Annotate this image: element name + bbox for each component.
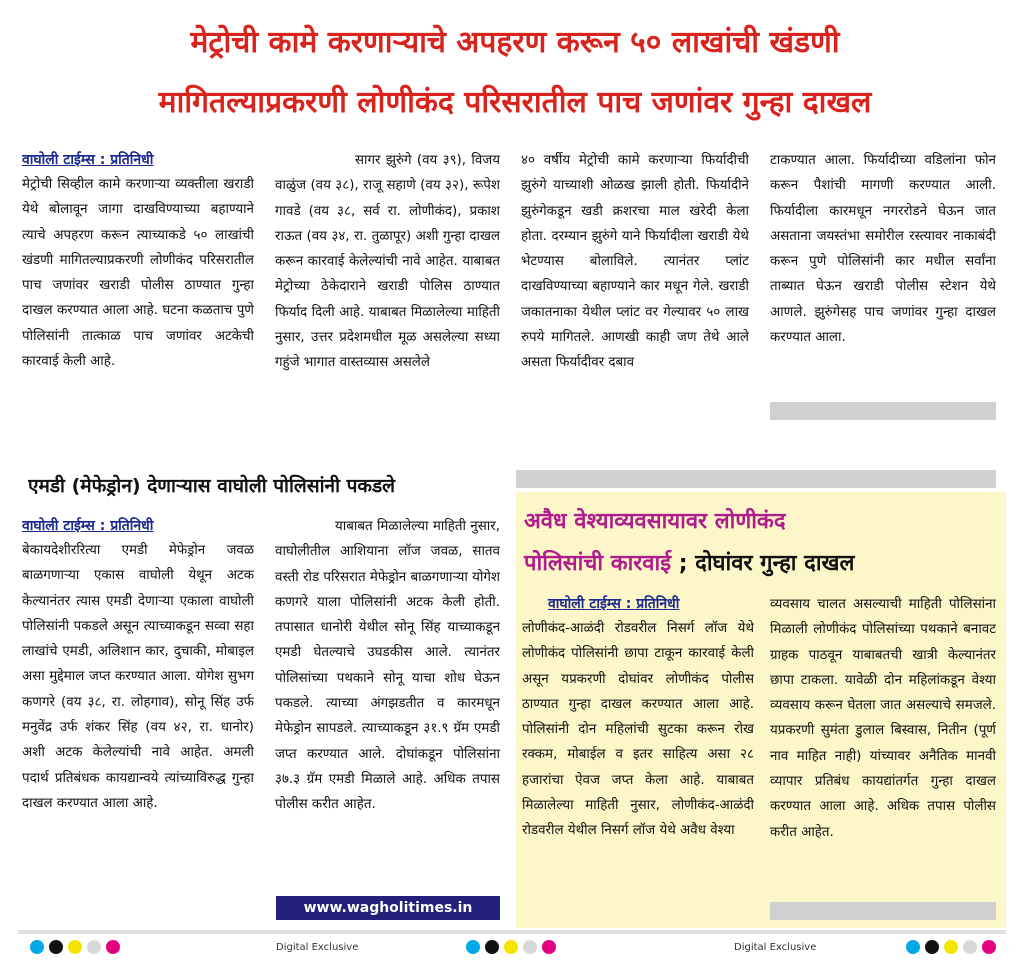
- website-banner[interactable]: www.wagholitimes.in: [276, 896, 500, 920]
- story3-box: [516, 492, 1006, 928]
- story2-col1-text: बेकायदेशीररित्या एमडी मेफेड्रोन जवळ बाळगणाऱ्या एकास वाघोली येथून अटक केल्यानंतर त्यास एमडी देणाऱ्या एकाला वाघोली पोलिसांनी पकडले असून त्याच्याकडून सव्वा सहा लाखांचे एमडी, अलिशान कार, दुचाकी, मोबाइल असा मुद्देमाल जप्त करण्यात आला. योगेश सुभग कणगरे (वय ३८, रा. लोहगाव), सोनू सिंह उर्फ मनुवेंद्र उर्फ शंकर सिंह (वय ४२, रा. धानोर) अशी अटक केलेल्यांची नावे आहेत. अमली पदार्थ प्रतिबंधक कायद्यान्वये त्यांच्याविरुद्ध गुन्हा दाखल करण्यात आला आहे.: [22, 543, 254, 811]
- black-dot: [485, 940, 499, 954]
- color-registration-right: [906, 940, 996, 954]
- story1-column-1: [22, 148, 254, 430]
- story1-end-bar: [770, 402, 996, 420]
- story2-header-bar: [516, 470, 996, 488]
- story1-col3-text: ४० वर्षीय मेट्रोची कामे करणाऱ्या फिर्यादीची झुरुंगे याच्याशी ओळख झाली होती. फिर्यादीने झुरुंगेकडून खडी क्रशरचा माल खरेदी केला होता. दरम्यान झुरुंगे याने फिर्यादीला खराडी येथे भेटण्यास बोलाविले. त्यानंतर प्लांट दाखविण्याच्या बहाण्याने कार मधून गेले. खराडी जकातनाका येथील प्लांट वर गेल्यावर ५० लाख रुपये मागितले. आणखी काही जण तेथे आले असता फिर्यादीवर दबाव: [521, 153, 749, 371]
- footer-label-center: Digital Exclusive: [276, 942, 359, 953]
- footer-rule: [18, 930, 1006, 934]
- black-dot: [925, 940, 939, 954]
- story3-byline: वाघोली टाईम्स : प्रतिनिधी: [548, 596, 680, 612]
- magenta-dot: [982, 940, 996, 954]
- story3-headline-line2: [524, 544, 854, 584]
- yellow-dot: [504, 940, 518, 954]
- story3-headline-part2: पोलिसांची कारवाई: [524, 551, 672, 576]
- cyan-dot: [906, 940, 920, 954]
- story2-byline: वाघोली टाईम्स : प्रतिनिधी: [22, 518, 154, 534]
- main-headline-line2: मागितल्याप्रकरणी लोणीकंद परिसरातील पाच जणांवर गुन्हा दाखल: [158, 85, 872, 120]
- cyan-dot: [466, 940, 480, 954]
- story3-headline-part3: ; दोघांवर गुन्हा दाखल: [678, 551, 855, 576]
- story1-col4-text: टाकण्यात आला. फिर्यादीच्या वडिलांना फोन करून पैशांची मागणी करण्यात आली. फिर्यादीला कारमधून नगररोडने घेऊन जात असताना जयस्तंभा समोरील रस्त्यावर नाकाबंदी करून पुणे पोलिसांनी कार मधील सर्वांना ताब्यात घेऊन खराडी पोलीस स्टेशन येथे आणले. झुरुंगेसह पाच जणांवर गुन्हा दाखल करण्यात आला.: [770, 153, 996, 346]
- main-headline-line1: मेट्रोची कामे करणाऱ्याचे अपहरण करून ५० लाखांची खंडणी: [190, 25, 840, 60]
- color-registration-left: [30, 940, 120, 954]
- story3-end-bar: [770, 902, 996, 920]
- story1-col2-text: सागर झुरुंगे (वय ३९), विजय वाळुंज (वय ३८), राजू सहाणे (वय ३२), रूपेश गावडे (वय ३८, सर्व रा. लोणीकंद), प्रकाश राऊत (वय ३४, रा. तुळापूर) अशी गुन्हा दाखल करून कारवाई केलेल्यांची नावे आहेत. याबाबत मेट्रोच्या ठेकेदाराने खराडी पोलिस ठाण्यात फिर्याद दिली आहे. याबाबत मिळालेल्या माहिती नुसार, उत्तर प्रदेशमधील मूळ असलेल्या सध्या गहुंजे भागात वास्तव्यास असलेले: [275, 153, 500, 371]
- cyan-dot: [30, 940, 44, 954]
- story3-column-1: [522, 592, 754, 914]
- story3-col2-text: व्यवसाय चालत असल्याची माहिती पोलिसांना मिळाली लोणीकंद पोलिसांच्या पथकाने बनावट ग्राहक पाठवून याबाबतची खात्री केल्यानंतर छापा टाकला. यावेळी दोन महिलांकडून वेश्या व्यवसाय करून घेतला जात असल्याचे समजले. यप्रकरणी सुमंता डुलाल बिस्वास, नितीन (पूर्ण नाव माहित नाही) यांच्यावर अनैतिक मानवी व्यापार प्रतिबंध कायद्यांतर्गत गुन्हा दाखल करण्यात आला आहे. अधिक तपास पोलीस करीत आहेत.: [770, 597, 996, 840]
- story3-column-2: [770, 592, 996, 902]
- footer-label-right: Digital Exclusive: [734, 942, 817, 953]
- story3-col1-text: लोणीकंद-आळंदी रोडवरील निसर्ग लॉज येथे लोणीकंद पोलिसांनी छापा टाकून कारवाई केली असून यप्रकरणी दोघांवर लोणीकंद पोलीस ठाण्यात गुन्हा दाखल करण्यात आला आहे. पोलिसांनी दोन महिलांची सुटका करून रोख रक्कम, मोबाईल व इतर साहित्य असा २८ हजारांचा ऐवज जप्त केला आहे. याबाबत मिळालेल्या माहिती नुसार, लोणीकंद-आळंदी रोडवरील येथील निसर्ग लॉज येथे अवैध वेश्या: [522, 621, 754, 839]
- story2-headline: एमडी (मेफेड्रोन) देणाऱ्यास वाघोली पोलिसांनी पकडले: [28, 475, 396, 497]
- gray-dot: [523, 940, 537, 954]
- story2-column-1: [22, 514, 254, 922]
- magenta-dot: [542, 940, 556, 954]
- black-dot: [49, 940, 63, 954]
- gray-dot: [963, 940, 977, 954]
- yellow-dot: [944, 940, 958, 954]
- story1-column-2: [275, 148, 500, 430]
- story1-col1-text: मेट्रोची सिव्हील कामे करणाऱ्या व्यक्तीला खराडी येथे बोलावून जागा दाखविण्याच्या बहाण्याने त्याचे अपहरण करून त्याच्याकडे ५० लाखांची खंडणी मागितल्याप्रकरणी लोणीकंद परिसरातील पाच जणांवर खराडी पोलीस ठाण्यात गुन्हा दाखल करण्यात आला आहे. घटना कळताच पुणे पोलिसांनी तात्काळ पाच जणांवर अटकेची कारवाई केली आहे.: [22, 177, 254, 370]
- color-registration-center: [466, 940, 556, 954]
- gray-dot: [87, 940, 101, 954]
- story1-column-3: [521, 148, 749, 430]
- story2-column-2: [275, 514, 500, 892]
- story1-column-4: [770, 148, 996, 398]
- yellow-dot: [68, 940, 82, 954]
- story1-byline: वाघोली टाईम्स : प्रतिनिधी: [22, 152, 154, 168]
- story3-headline-line1: अवैध वेश्याव्यवसायावर लोणीकंद: [524, 509, 786, 534]
- magenta-dot: [106, 940, 120, 954]
- story2-col2-text: याबाबत मिळालेल्या माहिती नुसार, वाघोलीतील आशियाना लॉज जवळ, सातव वस्ती रोड परिसरात मेफेड्रोन बाळगणाऱ्या योगेश कणगरे याला पोलिसांनी अटक केली होती. तपासात धानोरी येथील सोनू सिंह याच्याकडून एमडी घेतल्याचे उघडकीस आले. त्यानंतर पोलिसांच्या पथकाने सोनू याचा शोध घेऊन पकडले. त्याच्या अंगझडतीत व कारमधून मेफेड्रोन सापडले. त्याच्याकडून ३१.९ ग्रॅम एमडी जप्त करण्यात आले. दोघांकडून पोलिसांना ३७.३ ग्रॅम एमडी मिळाले आहे. अधिक तपास पोलीस करीत आहेत.: [275, 519, 500, 813]
